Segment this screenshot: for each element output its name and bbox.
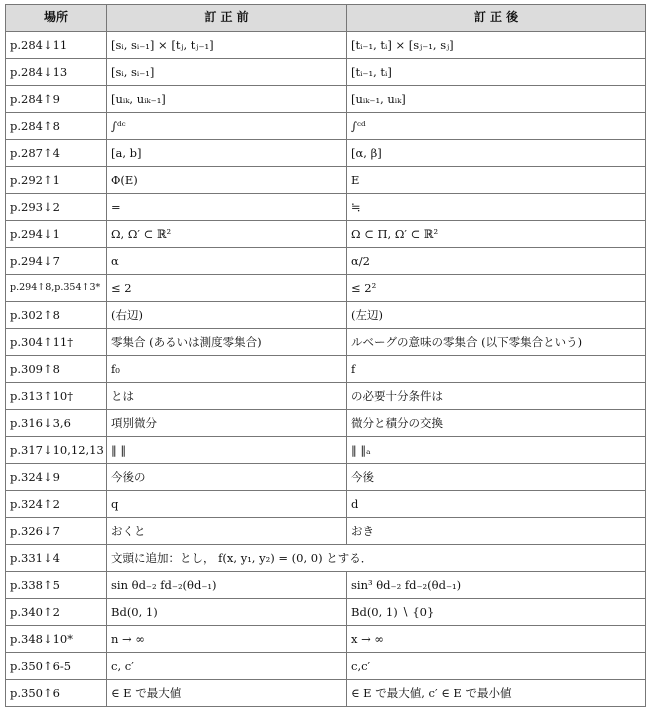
location-cell: p.324↓9: [6, 464, 107, 491]
location-cell: p.292↑1: [6, 167, 107, 194]
after-cell: α/2: [347, 248, 646, 275]
table-row: [6, 491, 646, 518]
table-row: [6, 410, 646, 437]
before-cell: =: [107, 194, 347, 221]
header-before: 訂 正 前: [107, 5, 347, 32]
after-cell: ∈ E で最大値, c′ ∈ E で最小値: [347, 680, 646, 707]
location-cell: p.350↑6-5: [6, 653, 107, 680]
table-row: [6, 140, 646, 167]
table-row: [6, 383, 646, 410]
before-cell: Ω, Ω′ ⊂ ℝ²: [107, 221, 347, 248]
table-row: [6, 59, 646, 86]
errata-body: [6, 32, 646, 707]
after-cell: [tᵢ₋₁, tᵢ] × [sⱼ₋₁, sⱼ]: [347, 32, 646, 59]
table-row: [6, 194, 646, 221]
before-cell: ≤ 2: [107, 275, 347, 302]
after-cell: d: [347, 491, 646, 518]
before-cell: f₀: [107, 356, 347, 383]
after-cell: x → ∞: [347, 626, 646, 653]
errata-table: [5, 4, 646, 707]
after-cell: 今後: [347, 464, 646, 491]
before-cell: Bd(0, 1): [107, 599, 347, 626]
location-cell: p.309↑8: [6, 356, 107, 383]
table-row: [6, 275, 646, 302]
table-row: [6, 221, 646, 248]
before-cell: [a, b]: [107, 140, 347, 167]
before-cell: c, c′: [107, 653, 347, 680]
after-cell: [α, β]: [347, 140, 646, 167]
table-row: [6, 329, 646, 356]
location-cell: p.340↑2: [6, 599, 107, 626]
table-row: [6, 518, 646, 545]
before-cell: ‖ ‖: [107, 437, 347, 464]
header-after: 訂 正 後: [347, 5, 646, 32]
before-cell: ∈ E で最大値: [107, 680, 347, 707]
after-cell: [uᵢₖ₋₁, uᵢₖ]: [347, 86, 646, 113]
before-cell: (右辺): [107, 302, 347, 329]
before-cell: Φ(E): [107, 167, 347, 194]
after-cell: ≒: [347, 194, 646, 221]
table-row: [6, 302, 646, 329]
location-cell: p.326↓7: [6, 518, 107, 545]
before-cell: [uᵢₖ, uᵢₖ₋₁]: [107, 86, 347, 113]
table-row: [6, 545, 646, 572]
location-cell: p.304↑11†: [6, 329, 107, 356]
location-cell: p.331↓4: [6, 545, 107, 572]
location-cell: p.284↑8: [6, 113, 107, 140]
table-row: [6, 248, 646, 275]
table-row: [6, 599, 646, 626]
location-cell: p.284↓11: [6, 32, 107, 59]
before-cell: n → ∞: [107, 626, 347, 653]
after-cell: c,c′: [347, 653, 646, 680]
location-cell: p.350↑6: [6, 680, 107, 707]
before-cell: q: [107, 491, 347, 518]
table-row: [6, 572, 646, 599]
merged-correction-cell: 文頭に追加：とし， f(x, y₁, y₂) = (0, 0) とする．: [107, 545, 646, 572]
location-cell: p.287↑4: [6, 140, 107, 167]
table-row: [6, 653, 646, 680]
after-cell: ∫ᶜᵈ: [347, 113, 646, 140]
before-cell: 項別微分: [107, 410, 347, 437]
after-cell: sin³ θd₋₂ fd₋₂(θd₋₁): [347, 572, 646, 599]
after-cell: [tᵢ₋₁, tᵢ]: [347, 59, 646, 86]
before-cell: 今後の: [107, 464, 347, 491]
location-cell: p.338↑5: [6, 572, 107, 599]
location-cell: p.317↓10,12,13: [6, 437, 107, 464]
location-cell: p.294↓7: [6, 248, 107, 275]
after-cell: E: [347, 167, 646, 194]
location-cell: p.294↑8,p.354↑3*: [6, 275, 107, 302]
before-cell: ∫ᵈᶜ: [107, 113, 347, 140]
after-cell: Bd(0, 1) ∖ {0}: [347, 599, 646, 626]
location-cell: p.294↓1: [6, 221, 107, 248]
after-cell: おき: [347, 518, 646, 545]
after-cell: ルベーグの意味の零集合 (以下零集合という): [347, 329, 646, 356]
table-row: [6, 626, 646, 653]
table-row: [6, 356, 646, 383]
table-row: [6, 32, 646, 59]
after-cell: (左辺): [347, 302, 646, 329]
location-cell: p.348↓10*: [6, 626, 107, 653]
table-row: [6, 86, 646, 113]
table-row: [6, 113, 646, 140]
before-cell: 零集合 (あるいは測度零集合): [107, 329, 347, 356]
after-cell: 微分と積分の交換: [347, 410, 646, 437]
before-cell: [sᵢ, sᵢ₋₁]: [107, 59, 347, 86]
before-cell: [sᵢ, sᵢ₋₁] × [tⱼ, tⱼ₋₁]: [107, 32, 347, 59]
after-cell: Ω ⊂ Π, Ω′ ⊂ ℝ²: [347, 221, 646, 248]
location-cell: p.302↑8: [6, 302, 107, 329]
location-cell: p.313↑10†: [6, 383, 107, 410]
after-cell: の必要十分条件は: [347, 383, 646, 410]
after-cell: ‖ ‖ₐ: [347, 437, 646, 464]
before-cell: おくと: [107, 518, 347, 545]
table-row: [6, 464, 646, 491]
location-cell: p.284↑9: [6, 86, 107, 113]
location-cell: p.284↓13: [6, 59, 107, 86]
header-row: [6, 5, 646, 32]
before-cell: とは: [107, 383, 347, 410]
header-location: 場所: [6, 5, 107, 32]
before-cell: sin θd₋₂ fd₋₂(θd₋₁): [107, 572, 347, 599]
table-row: [6, 167, 646, 194]
location-cell: p.324↑2: [6, 491, 107, 518]
location-cell: p.316↓3,6: [6, 410, 107, 437]
table-row: [6, 437, 646, 464]
table-row: [6, 680, 646, 707]
location-cell: p.293↓2: [6, 194, 107, 221]
after-cell: ≤ 2²: [347, 275, 646, 302]
after-cell: f: [347, 356, 646, 383]
before-cell: α: [107, 248, 347, 275]
